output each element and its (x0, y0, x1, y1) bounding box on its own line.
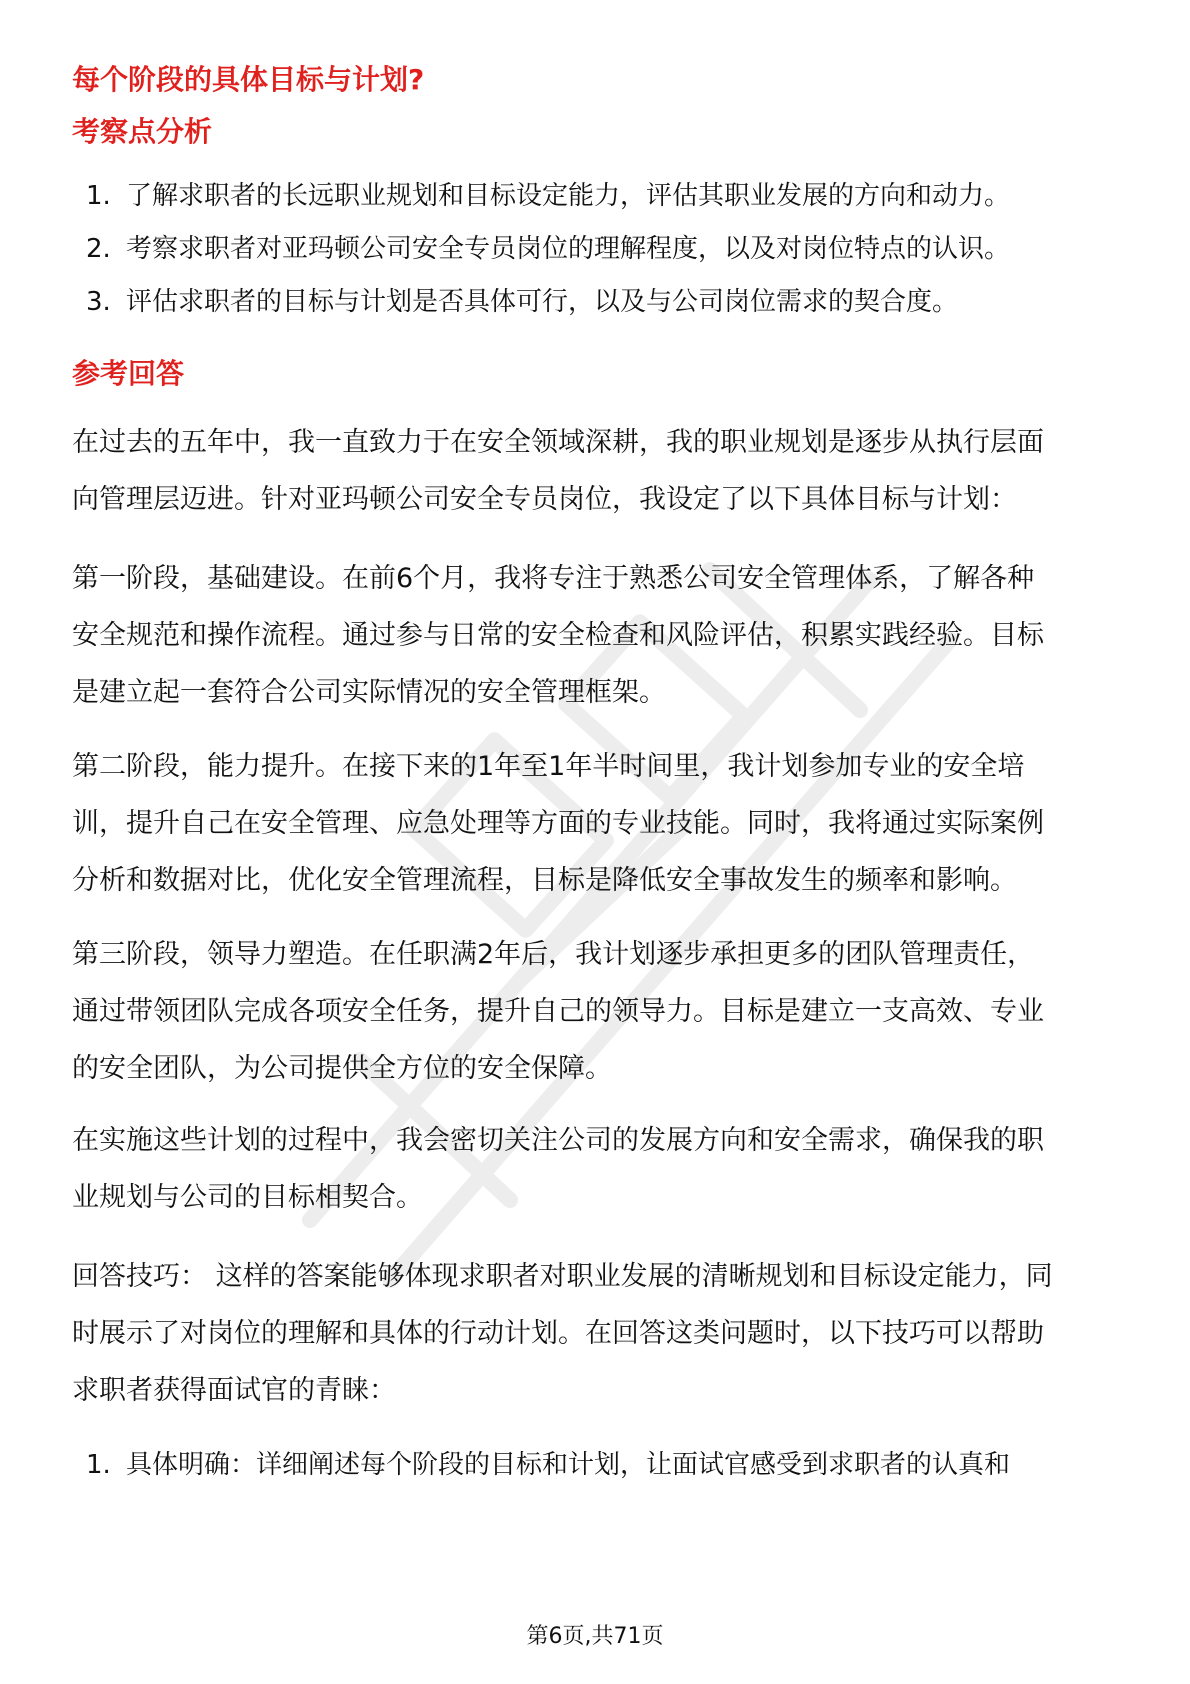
answer-paragraph (72, 926, 1122, 1097)
list-number: 1. (86, 181, 111, 211)
list-number: 1. (86, 1450, 111, 1480)
answer-paragraph (72, 738, 1122, 909)
tips-list (72, 1445, 1132, 1485)
paragraph-line: 在实施这些计划的过程中，我会密切关注公司的发展方向和安全需求，确保我的职 (72, 1125, 1044, 1156)
paragraph-line: 安全规范和操作流程。通过参与日常的安全检查和风险评估，积累实践经验。目标 (72, 620, 1044, 651)
list-text: 具体明确：详细阐述每个阶段的目标和计划，让面试官感受到求职者的认真和 (126, 1450, 1011, 1480)
paragraph-line: 分析和数据对比，优化安全管理流程，目标是降低安全事故发生的频率和影响。 (72, 865, 1017, 896)
answer-paragraph (72, 550, 1122, 721)
paragraph-line: 时展示了对岗位的理解和具体的行动计划。在回答这类问题时，以下技巧可以帮助 (72, 1318, 1044, 1349)
paragraph-line: 向管理层迈进。针对亚玛顿公司安全专员岗位，我设定了以下具体目标与计划： (72, 484, 1017, 515)
answer-paragraph (72, 1112, 1122, 1226)
paragraph-line: 在过去的五年中，我一直致力于在安全领域深耕，我的职业规划是逐步从执行层面 (72, 427, 1044, 458)
page-footer: 第6页,共71页 (526, 1624, 664, 1649)
analysis-heading: 考察点分析 (72, 115, 213, 148)
paragraph-line: 业规划与公司的目标相契合。 (72, 1182, 423, 1213)
answer-paragraph (72, 414, 1122, 528)
paragraph-line: 求职者获得面试官的青睐： (72, 1375, 396, 1406)
list-text: 评估求职者的目标与计划是否具体可行，以及与公司岗位需求的契合度。 (126, 287, 959, 317)
list-item (72, 1445, 1132, 1485)
list-text: 考察求职者对亚玛顿公司安全专员岗位的理解程度，以及对岗位特点的认识。 (126, 234, 1011, 264)
paragraph-line: 第一阶段，基础建设。在前6个月，我将专注于熟悉公司安全管理体系，了解各种 (72, 563, 1035, 594)
list-number: 3. (86, 287, 111, 317)
list-item (72, 229, 1132, 269)
paragraph-line: 第三阶段，领导力塑造。在任职满2年后，我计划逐步承担更多的团队管理责任， (72, 939, 1035, 970)
analysis-list (72, 176, 1132, 322)
paragraph-line: 第二阶段，能力提升。在接下来的1年至1年半时间里，我计划参加专业的安全培 (72, 751, 1025, 782)
paragraph-line: 的安全团队，为公司提供全方位的安全保障。 (72, 1053, 612, 1084)
list-text: 了解求职者的长远职业规划和目标设定能力，评估其职业发展的方向和动力。 (126, 181, 1011, 211)
answer-heading: 参考回答 (72, 357, 185, 390)
paragraph-line: 训，提升自己在安全管理、应急处理等方面的专业技能。同时，我将通过实际案例 (72, 808, 1044, 839)
list-item (72, 176, 1132, 216)
list-number: 2. (86, 234, 111, 264)
paragraph-line: 通过带领团队完成各项安全任务，提升自己的领导力。目标是建立一支高效、专业 (72, 996, 1044, 1027)
tips-paragraph (72, 1248, 1122, 1419)
paragraph-line: 是建立起一套符合公司实际情况的安全管理框架。 (72, 677, 666, 708)
list-item (72, 282, 1132, 322)
question-title: 每个阶段的具体目标与计划? (72, 63, 425, 96)
paragraph-line: 回答技巧： 这样的答案能够体现求职者对职业发展的清晰规划和目标设定能力，同 (72, 1261, 1053, 1292)
